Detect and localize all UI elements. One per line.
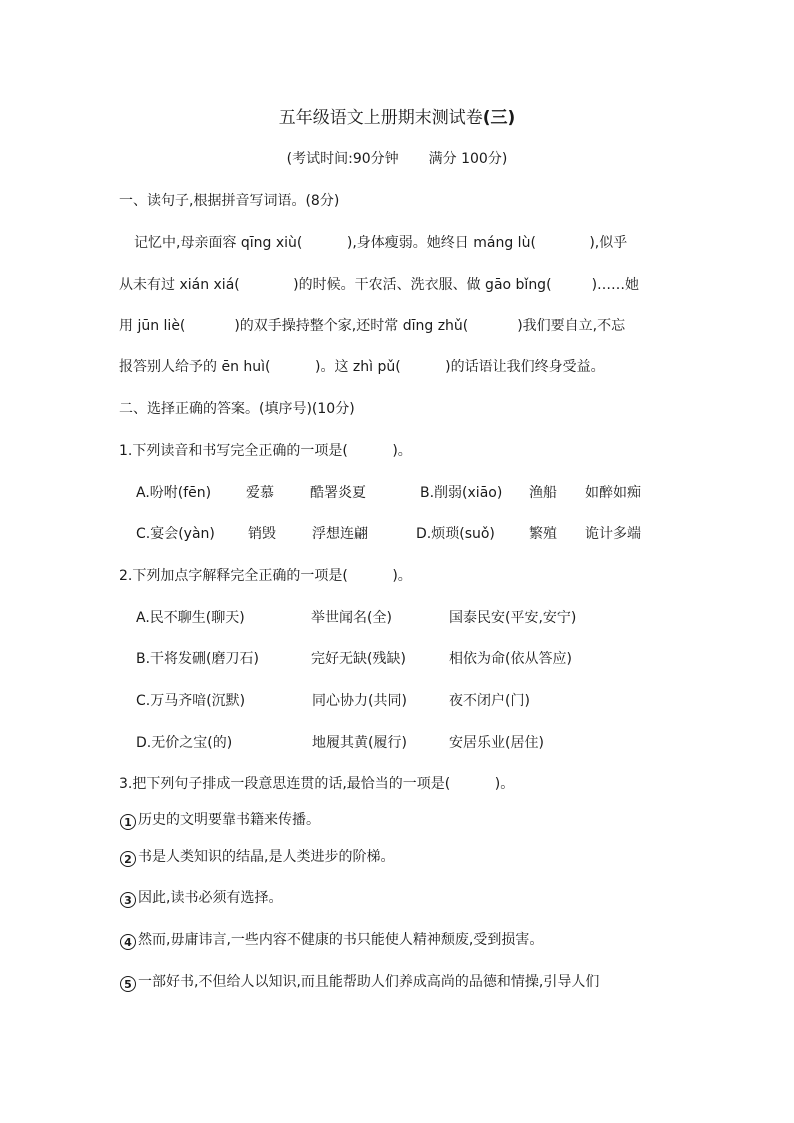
q1-option-cell: 繁殖 (529, 526, 557, 542)
q3-sentence (120, 810, 320, 830)
q2-option-cell: 夜不闭户(门) (449, 693, 530, 709)
q2-option-cell: D.无价之宝(的) (136, 735, 233, 751)
exam-info (0, 149, 794, 169)
section1-line-2: 从未有过 xián xiá( )的时候。干农活、洗衣服、做 gāo bǐng( )……她 (119, 277, 640, 293)
q3-sentence-text: 历史的文明要靠书籍来传播。 (138, 812, 320, 828)
q1-option-cell: 爱慕 (246, 485, 274, 501)
q1-option-cell: 诡计多端 (585, 526, 641, 542)
exam-time: (考试时间:90分钟 (286, 151, 399, 167)
exam-score: 满分 100分) (428, 151, 508, 167)
section1-heading: 一、读句子,根据拼音写词语。(8分) (119, 193, 340, 209)
page-title (0, 108, 794, 128)
q2-option-cell: 相依为命(依从答应) (449, 651, 572, 667)
sentence-number-badge: 3 (120, 892, 136, 908)
q3-sentence (120, 888, 282, 908)
q3-sentence (120, 847, 394, 867)
q2-stem: 2.下列加点字解释完全正确的一项是( )。 (119, 568, 412, 584)
page-title-suffix: (三) (482, 108, 516, 128)
q1-option-cell: B.削弱(xiāo) (420, 485, 503, 501)
q1-option-cell: 浮想连翩 (312, 526, 368, 542)
page-title-main: 五年级语文上册期末测试卷 (278, 108, 483, 128)
q1-option-cell: 渔船 (529, 485, 557, 501)
q1-option-cell: 酷署炎夏 (310, 485, 366, 501)
q2-option-cell: A.民不聊生(聊天) (136, 610, 245, 626)
q3-sentence-text: 因此,读书必须有选择。 (138, 890, 283, 906)
q2-option-cell: 完好无缺(残缺) (311, 651, 406, 667)
section1-line-3: 用 jūn liè( )的双手操持整个家,还时常 dīng zhǔ( )我们要自立,不忘 (119, 318, 626, 334)
sentence-number-badge: 1 (120, 814, 136, 830)
section2-heading: 二、选择正确的答案。(填序号)(10分) (119, 401, 355, 417)
section1-line-1: 记忆中,母亲面容 qīng xiù( ),身体瘦弱。她终日 máng lù( ),似乎 (134, 235, 628, 251)
section1-line-4: 报答别人给予的 ēn huì( )。这 zhì pǔ( )的话语让我们终身受益。 (119, 359, 605, 375)
sentence-number-badge: 2 (120, 851, 136, 867)
q2-option-cell: 地履其黄(履行) (312, 735, 407, 751)
q2-option-cell: B.干将发硎(磨刀石) (136, 651, 259, 667)
q1-stem: 1.下列读音和书写完全正确的一项是( )。 (119, 443, 412, 459)
sentence-number-badge: 5 (120, 976, 136, 992)
q3-sentence-text: 然而,毋庸讳言,一些内容不健康的书只能使人精神颓废,受到损害。 (138, 932, 544, 948)
q2-option-cell: 举世闻名(全) (311, 610, 392, 626)
q3-sentence-text: 一部好书,不但给人以知识,而且能帮助人们养成高尚的品德和情操,引导人们 (138, 974, 600, 990)
q3-sentence (120, 972, 599, 992)
q1-option-cell: A.吩咐(fēn) (136, 485, 212, 501)
q2-option-cell: C.万马齐喑(沉默) (136, 693, 246, 709)
q1-option-cell: 销毁 (248, 526, 276, 542)
q3-sentence (120, 930, 543, 950)
q3-stem: 3.把下列句子排成一段意思连贯的话,最恰当的一项是( )。 (119, 776, 515, 792)
q1-option-cell: 如醉如痴 (585, 485, 641, 501)
q2-option-cell: 同心协力(共同) (312, 693, 407, 709)
q1-option-cell: D.烦琐(suǒ) (416, 526, 495, 542)
q2-option-cell: 国泰民安(平安,安宁) (449, 610, 577, 626)
q3-sentence-text: 书是人类知识的结晶,是人类进步的阶梯。 (138, 849, 395, 865)
q2-option-cell: 安居乐业(居住) (449, 735, 544, 751)
sentence-number-badge: 4 (120, 934, 136, 950)
q1-option-cell: C.宴会(yàn) (136, 526, 215, 542)
